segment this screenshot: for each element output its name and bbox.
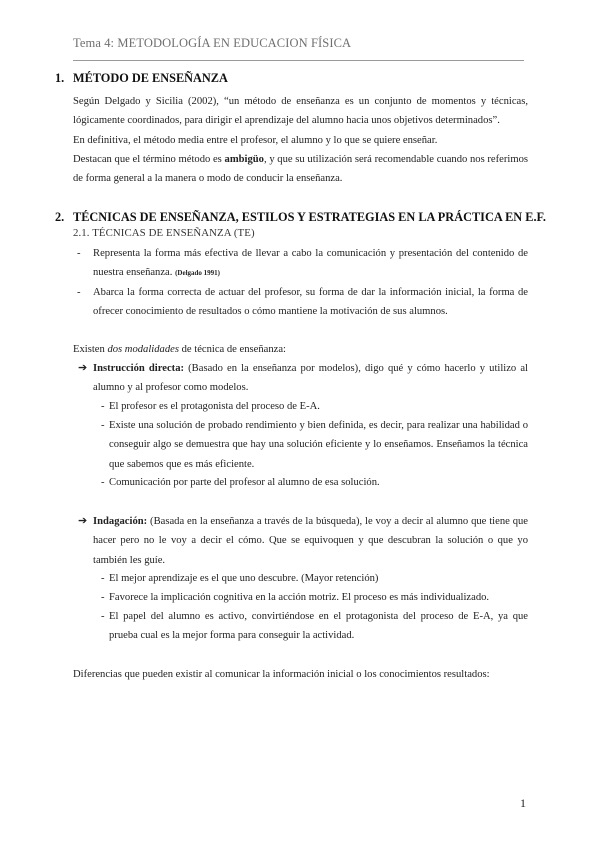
inquiry-subitem-1-text: El mejor aprendizaje es el que uno descubre. (Mayor retención) bbox=[109, 573, 379, 584]
section-1-body bbox=[73, 92, 528, 188]
inquiry-title: Indagación: bbox=[93, 516, 148, 527]
direct-subitem-3: - Comunicación por parte del profesor al alumno de esa solución. bbox=[101, 473, 528, 492]
direct-instruction-title: Instrucción directa: bbox=[93, 363, 185, 374]
direct-instruction-item bbox=[73, 359, 528, 398]
inquiry-subitem-2-text: Favorece la implicación cognitiva en la acción motriz. El proceso es más individualizado. bbox=[109, 592, 490, 603]
section-2-heading bbox=[55, 210, 546, 225]
dash-item-2-text: Abarca la forma correcta de actuar del profesor, su forma de dar la información inicial, la forma de ofrecer conocimiento de resultados o cómo mantiene la motivación de sus alumnos. bbox=[93, 287, 528, 317]
section-2-title: TÉCNICAS DE ENSEÑANZA, ESTILOS Y ESTRATEGIAS EN LA PRÁCTICA EN E.F. bbox=[73, 210, 546, 224]
inquiry-subitem-2: - Favorece la implicación cognitiva en la acción motriz. El proceso es más individualizado. bbox=[101, 588, 528, 607]
page-header bbox=[73, 36, 351, 51]
ambiguity-text-a: Destacan que el término método es bbox=[73, 153, 225, 165]
page-number: 1 bbox=[520, 796, 526, 810]
ambiguity-paragraph bbox=[73, 150, 528, 189]
section-2-number: 2. bbox=[55, 210, 65, 224]
direct-subitem-1: - El profesor es el protagonista del proceso de E-A. bbox=[101, 397, 528, 416]
section-1-heading bbox=[55, 71, 228, 86]
direct-instruction-text: (Basado en la enseñanza por modelos), digo qué y cómo hacerlo y utilizo al alumno y al profesor como modelos. bbox=[93, 363, 528, 394]
section-1-number: 1. bbox=[55, 71, 65, 85]
inquiry-subitem-1: - El mejor aprendizaje es el que uno descubre. (Mayor retención) bbox=[101, 569, 528, 588]
section-1-title: MÉTODO DE ENSEÑANZA bbox=[73, 71, 228, 85]
inquiry-text: (Basada en la enseñanza a través de la búsqueda), le voy a decir al alumno que tiene que hacer pero no le voy a decir el cómo. Que se equivoquen y que descubran la solución o que yo también les guíe. bbox=[93, 516, 528, 566]
direct-subitem-1-text: El profesor es el protagonista del proceso de E-A. bbox=[109, 401, 320, 412]
inquiry-subitem-3-text: El papel del alumno es activo, convirtiéndose en el protagonista del proceso de E-A, ya que prueba cual es la mejor forma para conseguir la actividad. bbox=[109, 611, 528, 642]
summary-paragraph: En definitiva, el método media entre el profesor, el alumno y lo que se quiere enseñar. bbox=[73, 134, 438, 146]
arrow-icon: ➔ bbox=[78, 515, 88, 527]
direct-subitem-2-text: Existe una solución de probado rendimiento y bien definida, es decir, para realizar una habilidad o conseguir algo se demuestra que hay una solución eficiente y lo enseñamos. Enseñamos la técnica que sabemos que es más eficiente. bbox=[109, 420, 528, 470]
header-title: METODOLOGÍA EN EDUCACION FÍSICA bbox=[117, 36, 352, 50]
modalities-text-a: Existen bbox=[73, 344, 108, 355]
direct-subitem-3-text: Comunicación por parte del profesor al alumno de esa solución. bbox=[109, 477, 380, 488]
ambiguity-bold: ambigüo bbox=[224, 153, 264, 165]
direct-subitem-2: - Existe una solución de probado rendimiento y bien definida, es decir, para realizar una habilidad o conseguir algo se demuestra que hay una solución eficiente y lo enseñamos. Enseñamos la técnica que sabemos que es más eficiente. bbox=[101, 416, 528, 474]
header-rule bbox=[73, 60, 524, 61]
modalities-italic: dos modalidades bbox=[107, 344, 179, 355]
header-label: Tema 4: bbox=[73, 36, 115, 50]
dash-item-1: - Representa la forma más efectiva de llevar a cabo la comunicación y presentación del contenido de nuestra enseñanza. (Delgado 1991) bbox=[77, 248, 528, 278]
inquiry-subitem-3: - El papel del alumno es activo, convirtiéndose en el protagonista del proceso de E-A, ya que prueba cual es la mejor forma para conseguir la actividad. bbox=[101, 607, 528, 646]
arrow-icon: ➔ bbox=[78, 362, 88, 374]
dash-item-2: - Abarca la forma correcta de actuar del profesor, su forma de dar la información inicial, la forma de ofrecer conocimiento de resultados o cómo mantiene la motivación de sus alumnos. bbox=[73, 283, 528, 321]
ambiguity-text-c: , y que su utilización será recomendable cuando nos referimos de forma general a la manera o modo de conducir la enseñanza. bbox=[73, 153, 528, 185]
citation: (Delgado 1991) bbox=[175, 269, 220, 277]
modalities-intro bbox=[73, 340, 528, 359]
subsection-title: 2.1. TÉCNICAS DE ENSEÑANZA (TE) bbox=[73, 227, 255, 239]
modalities-text-c: de técnica de enseñanza: bbox=[178, 344, 287, 355]
dash-item-1-text: Representa la forma más efectiva de llevar a cabo la comunicación y presentación del contenido de nuestra enseñanza. bbox=[93, 248, 528, 278]
definition-paragraph: Según Delgado y Sicilia (2002), “un método de enseñanza es un conjunto de momentos y técnicas, lógicamente coordinados, para dirigir el aprendizaje del alumno hacia unos objetivos determinados”. bbox=[73, 96, 528, 127]
inquiry-item bbox=[73, 512, 528, 570]
differences-paragraph: Diferencias que pueden existir al comunicar la información inicial o los conocimientos resultados: bbox=[73, 669, 490, 680]
